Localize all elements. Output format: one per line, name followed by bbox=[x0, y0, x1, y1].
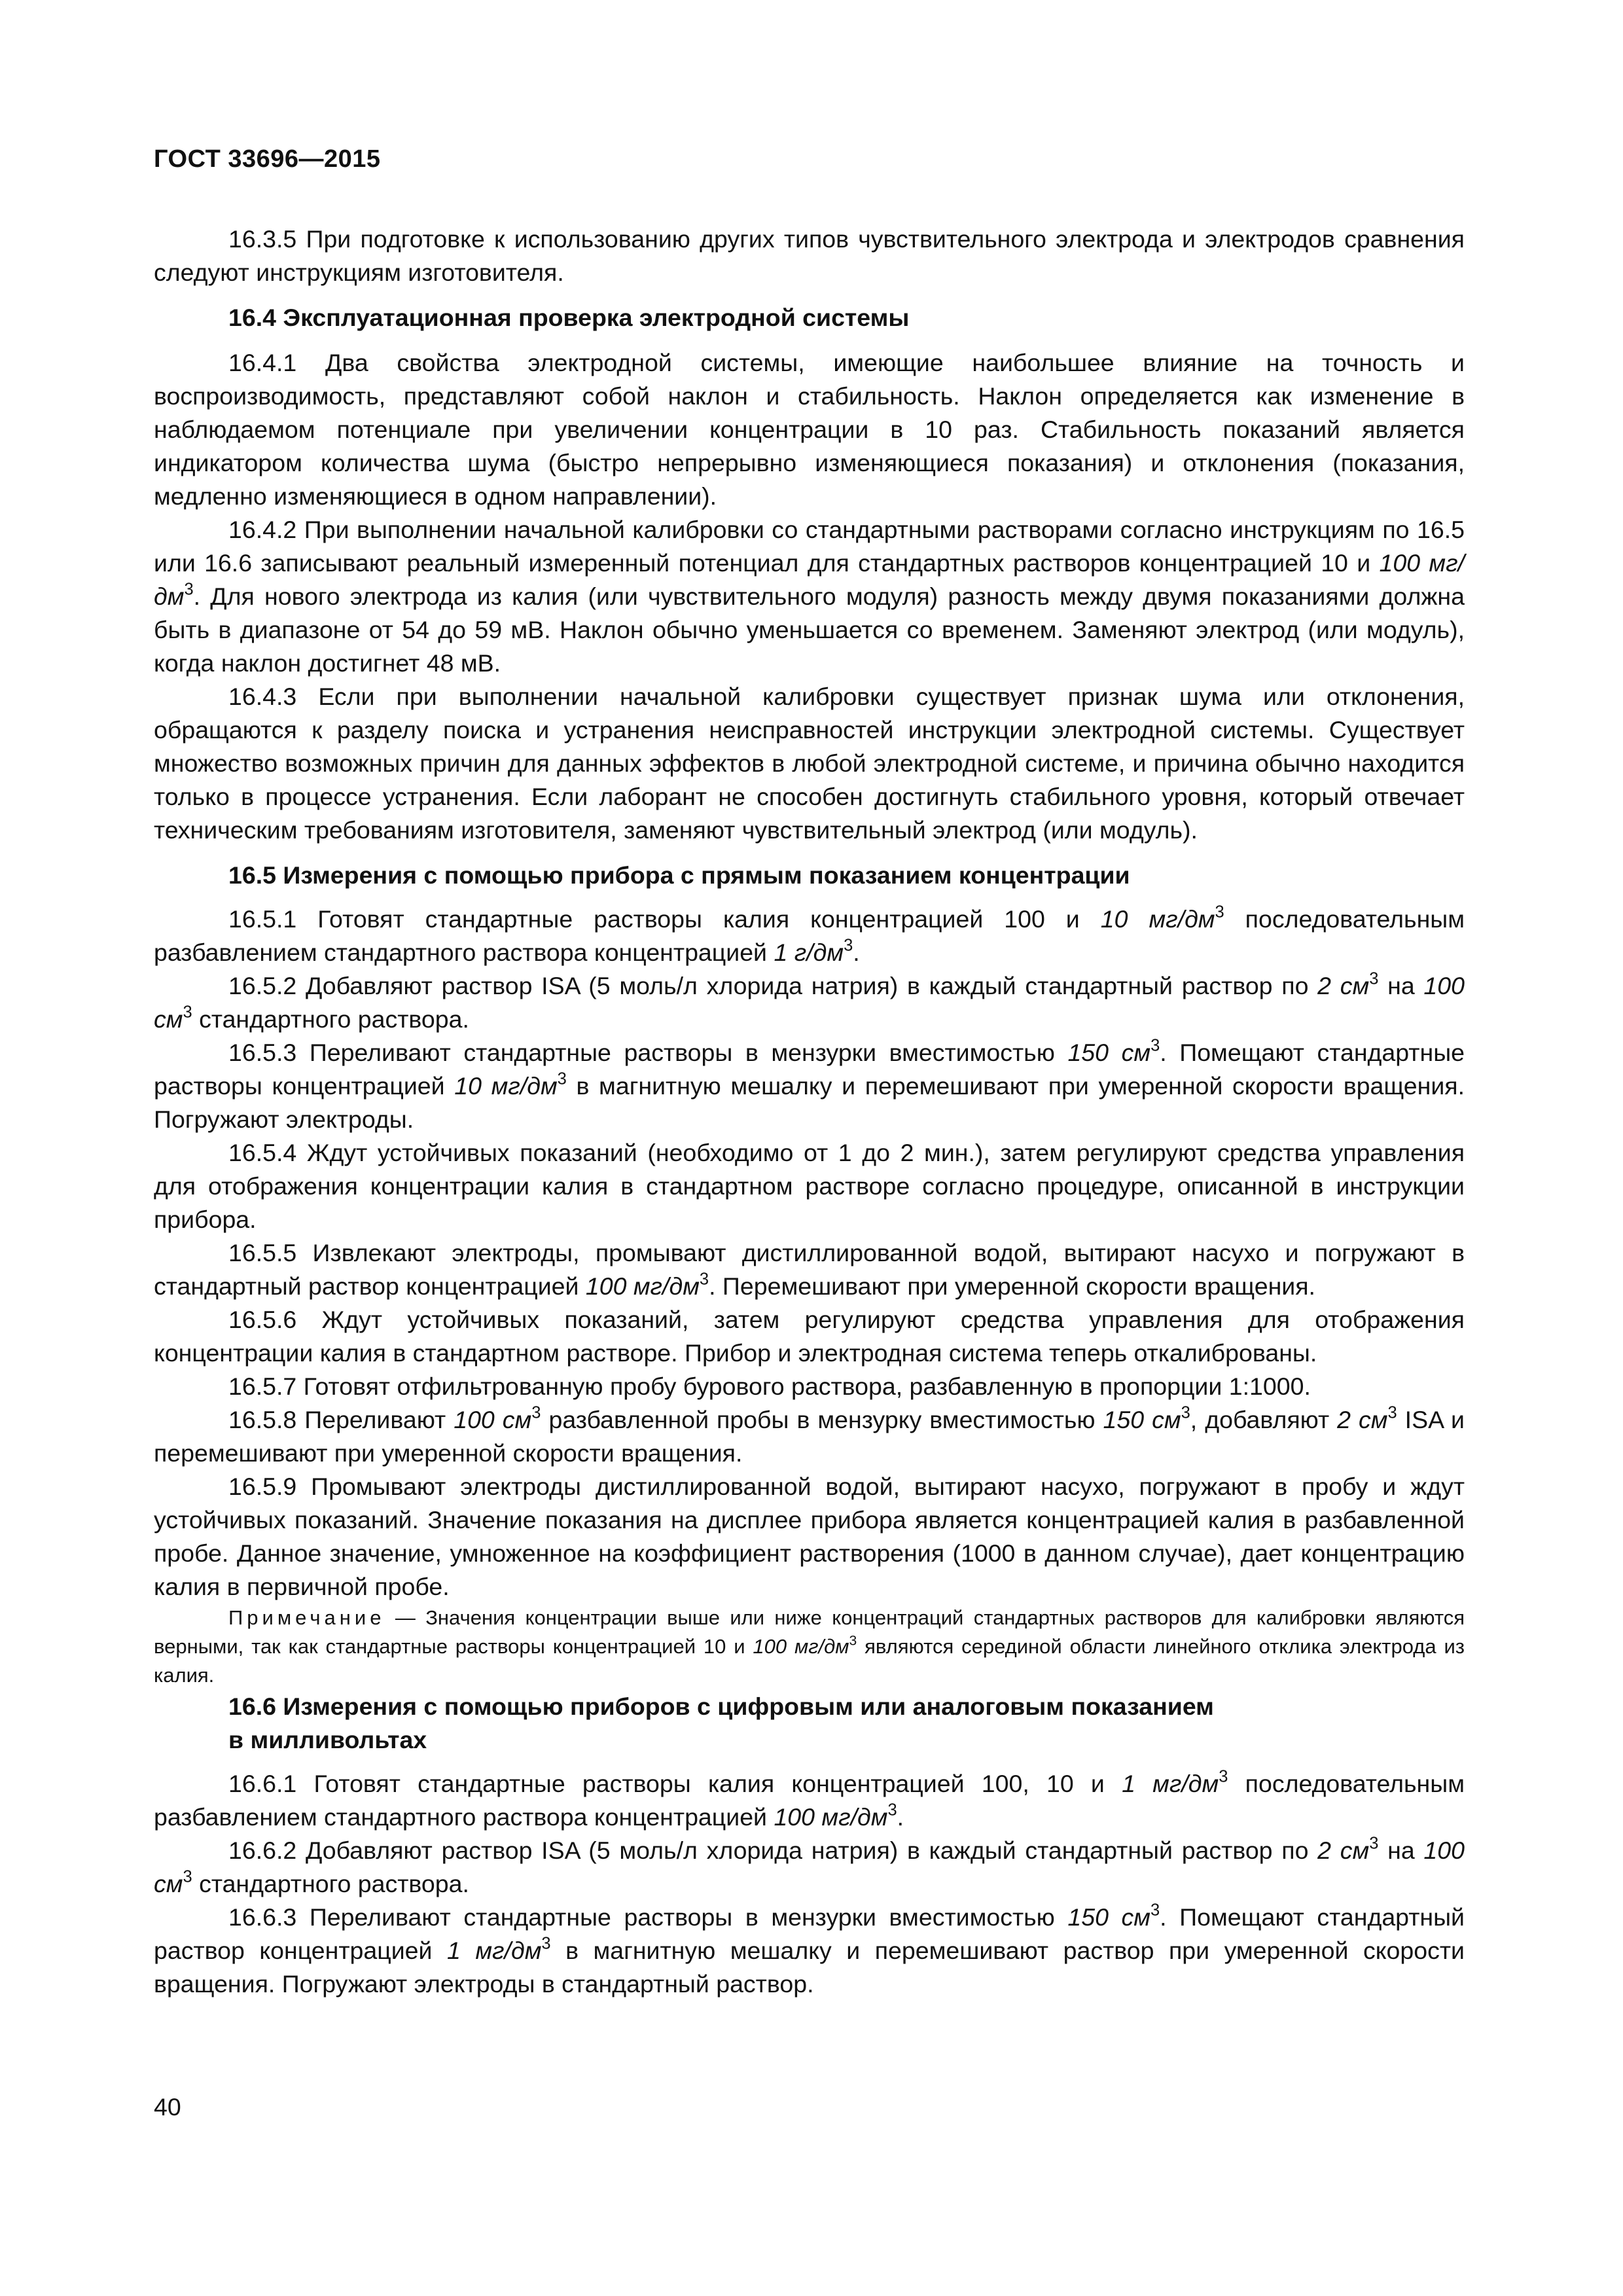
note-label: Примечание bbox=[228, 1606, 385, 1629]
paragraph-16-5-1: 16.5.1 Готовят стандартные растворы калия концентрацией 100 и 10 $мг/дм^3$ последовательным разбавлением стандартного раствора концентрацией 1 $г/дм^3$. bbox=[154, 903, 1465, 966]
note: Примечание — Значения концентрации выше или ниже концентраций стандартных растворов для калибровки являются верными, так как стандартные растворы концентрацией 10 и 100 $мг/дм^3$ являются серединой области линейного отклика электрода из калия. bbox=[154, 1606, 1465, 1687]
paragraph-16-4-2: 16.4.2 При выполнении начальной калибровки со стандартными растворами согласно инструкциям по 16.5 или 16.6 записывают реальный измеренный потенциал для стандартных растворов концентрацией 10 и 100 $мг/дм^3$. Для нового электрода из калия (или чувствительного модуля) разность между двумя показаниями должна быть в диапазоне от 54 до 59 мВ. Наклон обычно уменьшается со временем. Заменяют электрод (или модуль), когда наклон достигнет 48 мВ. bbox=[154, 516, 1465, 677]
page-number: 40 bbox=[154, 2093, 181, 2121]
section-heading-16-4: 16.4 Эксплуатационная проверка электродной системы bbox=[228, 304, 910, 331]
paragraph-16-5-7: 16.5.7 Готовят отфильтрованную пробу бурового раствора, разбавленную в пропорции 1:1000. bbox=[228, 1372, 1311, 1400]
paragraph-16-5-3: 16.5.3 Переливают стандартные растворы в мензурки вместимостью 150 $см^3$. Помещают стандартные растворы концентрацией 10 $мг/дм^3$ в магнитную мешалку и перемешивают при умеренной скорости вращения. Погружают электроды. bbox=[154, 1036, 1465, 1133]
paragraph-16-4-3: 16.4.3 Если при выполнении начальной калибровки существует признак шума или отклонения, обращаются к разделу поиска и устранения неисправностей инструкции электродной системы. Существует множество возможных причин для данных эффектов в любой электродной системе, и причина обычно находится только в процессе устранения. Если лаборант не способен достигнуть стабильного уровня, который отвечает техническим требованиям изготовителя, заменяют чувствительный электрод (или модуль). bbox=[154, 683, 1465, 844]
paragraph-16-5-6: 16.5.6 Ждут устойчивых показаний, затем регулируют средства управления для отображения концентрации калия в стандартном растворе. Прибор и электродная система теперь откалиброваны. bbox=[154, 1306, 1465, 1367]
standard-header: ГОСТ 33696—2015 bbox=[154, 145, 381, 173]
paragraph-16-6-2: 16.6.2 Добавляют раствор ISA (5 моль/л хлорида натрия) в каждый стандартный раствор по 2 $см^3$ на 100 $см^3$ стандартного раствора. bbox=[154, 1834, 1465, 1897]
paragraph-16-6-3: 16.6.3 Переливают стандартные растворы в мензурки вместимостью 150 $см^3$. Помещают стандартный раствор концентрацией 1 $мг/дм^3$ в магнитную мешалку и перемешивают раствор при умеренной скорости вращения. Погружают электроды в стандартный раствор. bbox=[154, 1901, 1465, 1998]
paragraph-16-5-8: 16.5.8 Переливают 100 $см^3$ разбавленной пробы в мензурку вместимостью 150 $см^3$, добавляют 2 $см^3$ ISA и перемешивают при умеренной скорости вращения. bbox=[154, 1403, 1465, 1467]
paragraph-16-3-5: 16.3.5 При подготовке к использованию других типов чувствительного электрода и электродов сравнения следуют инструкциям изготовителя. bbox=[154, 225, 1465, 286]
section-heading-16-6: 16.6 Измерения с помощью приборов с цифровым или аналоговым показанием в милливольтах bbox=[228, 1693, 1214, 1753]
paragraph-16-5-5: 16.5.5 Извлекают электроды, промывают дистиллированной водой, вытирают насухо и погружают в стандартный раствор концентрацией 100 $мг/дм^3$. Перемешивают при умеренной скорости вращения. bbox=[154, 1239, 1465, 1300]
section-heading-16-5: 16.5 Измерения с помощью прибора с прямым показанием концентрации bbox=[228, 861, 1130, 889]
paragraph-16-4-1: 16.4.1 Два свойства электродной системы, имеющие наибольшее влияние на точность и воспроизводимость, представляют собой наклон и стабильность. Наклон определяется как изменение в наблюдаемом потенциале при увеличении концентрации в 10 раз. Стабильность показаний является индикатором количества шума (быстро непрерывно изменяющиеся показания) и отклонения (показания, медленно изменяющиеся в одном направлении). bbox=[154, 349, 1465, 510]
paragraph-16-5-2: 16.5.2 Добавляют раствор ISA (5 моль/л хлорида натрия) в каждый стандартный раствор по 2 $см^3$ на 100 $см^3$ стандартного раствора. bbox=[154, 969, 1465, 1033]
paragraph-16-5-4: 16.5.4 Ждут устойчивых показаний (необходимо от 1 до 2 мин.), затем регулируют средства управления для отображения концентрации калия в стандартном растворе согласно процедуре, описанной в инструкции прибора. bbox=[154, 1139, 1465, 1233]
document-body bbox=[154, 223, 1465, 2001]
paragraph-16-5-9: 16.5.9 Промывают электроды дистиллированной водой, вытирают насухо, погружают в пробу и ждут устойчивых показаний. Значение показания на дисплее прибора является концентрацией калия в разбавленной пробе. Данное значение, умноженное на коэффициент растворения (1000 в данном случае), дает концентрацию калия в первичной пробе. bbox=[154, 1473, 1465, 1600]
paragraph-16-6-1: 16.6.1 Готовят стандартные растворы калия концентрацией 100, 10 и 1 $мг/дм^3$ последовательным разбавлением стандартного раствора концентрацией 100 $мг/дм^3$. bbox=[154, 1767, 1465, 1831]
